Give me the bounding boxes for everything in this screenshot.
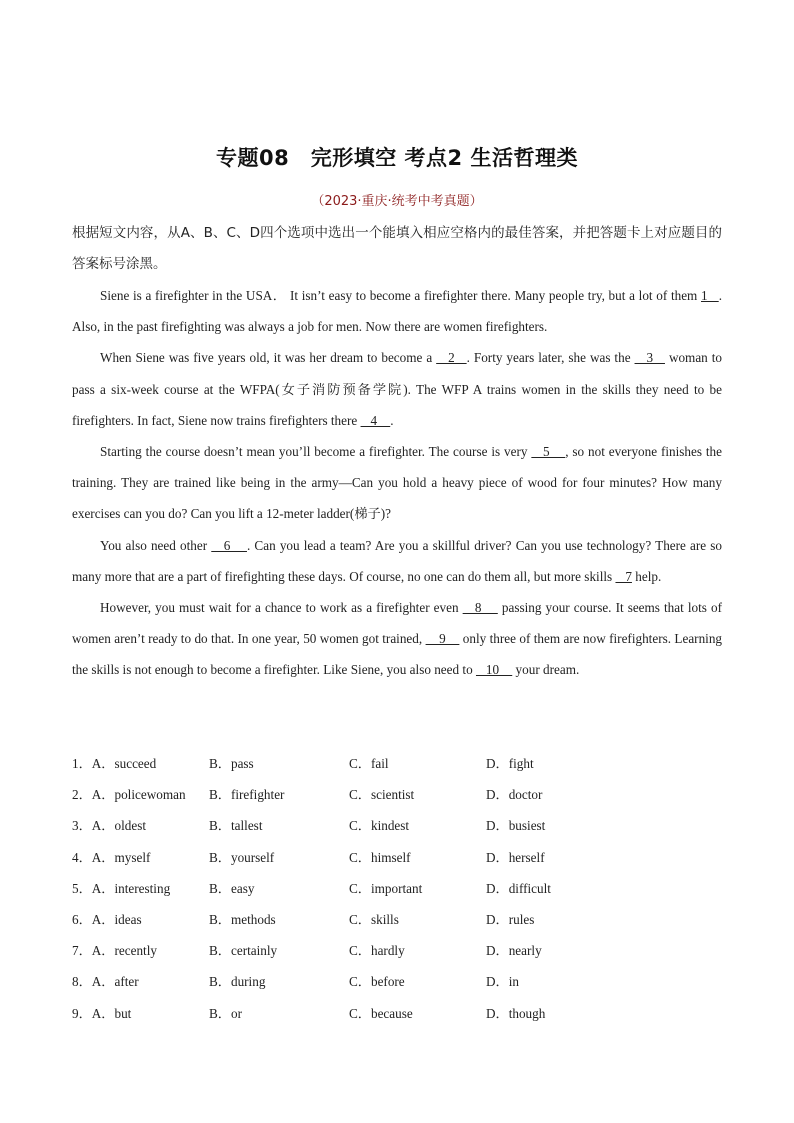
option-b: B．firefighter bbox=[209, 787, 285, 803]
question-9-options bbox=[72, 998, 722, 1029]
option-b: B．tallest bbox=[209, 818, 263, 834]
option-a: 6．A．ideas bbox=[72, 911, 142, 927]
paragraph-1: Siene is a firefighter in the USA． It isn’t easy to become a firefighter there. Many people try, but a lot of them 1 . Also, in the past firefighting was always a job for men. Now there are women firefighters. bbox=[72, 288, 722, 335]
question-3-options bbox=[72, 810, 722, 841]
option-b: B．easy bbox=[209, 880, 255, 896]
option-c: C．important bbox=[349, 880, 423, 896]
blank-2: 2 bbox=[436, 350, 467, 366]
exam-source: （2023·重庆·统考中考真题） bbox=[311, 194, 483, 209]
blank-8: 8 bbox=[462, 600, 498, 616]
option-d: D．though bbox=[486, 1005, 546, 1021]
option-c: C．kindest bbox=[349, 818, 410, 834]
option-b: B．during bbox=[209, 974, 266, 990]
option-d: D．in bbox=[486, 974, 519, 990]
option-a: 4．A．myself bbox=[72, 849, 151, 865]
question-2-options bbox=[72, 779, 722, 810]
question-6-options bbox=[72, 904, 722, 935]
blank-4: 4 bbox=[360, 412, 391, 428]
option-c: C．fail bbox=[349, 756, 389, 771]
option-d: D．difficult bbox=[486, 880, 551, 896]
option-c: C．scientist bbox=[349, 787, 415, 803]
paragraph-5: However, you must wait for a chance to work as a firefighter even 8 passing your course. It seems that lots of women aren’t ready to do that. In one year, 50 women got trained, 9 only three of them are now firefighters. Learning the skills is not enough to become a firefighter. Like Siene, you also need to 10 your dream. bbox=[72, 600, 723, 678]
option-a: 3．A．oldest bbox=[72, 818, 146, 834]
question-8-options bbox=[72, 966, 722, 997]
page-title: 专题08 完形填空 考点2 生活哲理类 bbox=[216, 146, 578, 170]
option-d: D．rules bbox=[486, 911, 535, 927]
blank-5: 5 bbox=[531, 444, 566, 460]
option-a: 8．A．after bbox=[72, 974, 139, 990]
blank-10: 10 bbox=[475, 662, 513, 678]
option-c: C．skills bbox=[349, 911, 399, 927]
option-c: C．before bbox=[349, 974, 405, 990]
answer-options bbox=[72, 748, 722, 1029]
passage bbox=[72, 280, 722, 686]
option-c: C．himself bbox=[349, 849, 411, 865]
option-d: D．busiest bbox=[486, 818, 546, 834]
option-b: B．methods bbox=[209, 911, 276, 927]
option-d: D．fight bbox=[486, 756, 534, 771]
option-c: C．because bbox=[349, 1005, 413, 1021]
blank-7: 7 bbox=[615, 568, 632, 584]
question-1-options bbox=[72, 748, 722, 779]
blank-3: 3 bbox=[634, 350, 665, 366]
blank-9: 9 bbox=[425, 631, 460, 647]
blank-6: 6 bbox=[211, 537, 247, 553]
paragraph-3: Starting the course doesn’t mean you’ll become a firefighter. The course is very 5 , so not everyone finishes the training. They are trained like being in the army—Can you hold a heavy piece of wood for four minutes? How many exercises can you do? Can you lift a 12-meter ladder(梯子)? bbox=[72, 444, 723, 522]
option-b: B．certainly bbox=[209, 943, 278, 959]
option-b: B．pass bbox=[209, 756, 254, 771]
option-d: D．doctor bbox=[486, 787, 543, 803]
paragraph-4: You also need other 6 . Can you lead a team? Are you a skillful driver? Can you use technology? There are so many more that are a part of firefighting these days. Of course, no one can do them all, but more skills 7 help. bbox=[72, 537, 723, 584]
question-4-options bbox=[72, 842, 722, 873]
option-a: 7．A．recently bbox=[72, 943, 157, 959]
option-a: 9．A．but bbox=[72, 1005, 132, 1021]
option-a: 2．A．policewoman bbox=[72, 787, 186, 803]
option-d: D．herself bbox=[486, 849, 545, 865]
question-7-options bbox=[72, 935, 722, 966]
blank-1: 1 bbox=[701, 288, 719, 303]
option-a: 1．A．succeed bbox=[72, 756, 157, 771]
paragraph-2: When Siene was five years old, it was her dream to become a 2 . Forty years later, she was the 3 woman to pass a six-week course at the WFPA(女子消防预备学院). The WFP A trains women in the skills they need to be firefighters. In fact, Siene now trains firefighters there 4 . bbox=[72, 350, 722, 428]
option-b: B．yourself bbox=[209, 849, 275, 865]
question-5-options bbox=[72, 873, 722, 904]
option-b: B．or bbox=[209, 1005, 242, 1021]
option-a: 5．A．interesting bbox=[72, 880, 171, 896]
instructions: 根据短文内容，从A、B、C、D四个选项中选出一个能填入相应空格内的最佳答案，并把答题卡上对应题目的答案标号涂黑。 bbox=[72, 225, 722, 273]
option-d: D．nearly bbox=[486, 943, 542, 959]
option-c: C．hardly bbox=[349, 943, 405, 959]
